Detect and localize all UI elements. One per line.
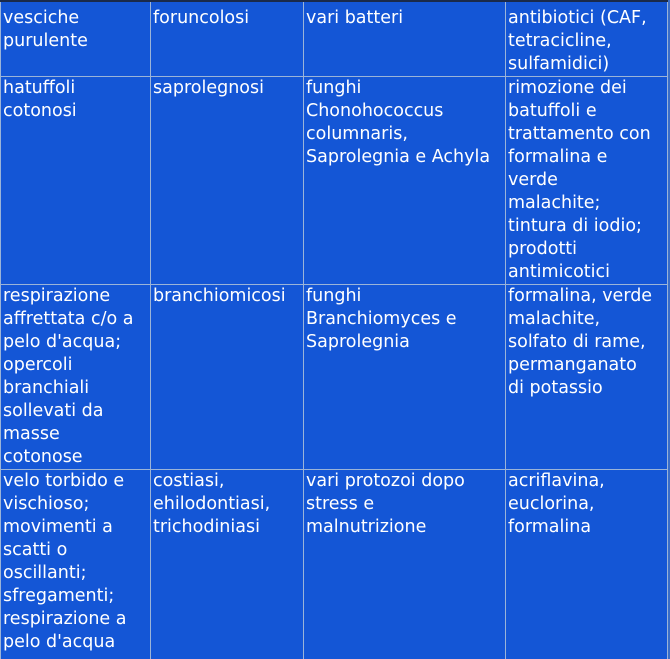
symptoms-cell: vesciche purulente xyxy=(1,1,151,77)
table-row xyxy=(1,77,668,285)
treatment-cell: acriflavina, euclorina, formalina xyxy=(506,470,668,659)
cause-cell: vari protozoi dopo stress e malnutrizione xyxy=(304,470,506,659)
treatment-cell: rimozione dei batuffoli e trattamento con formalina e verde malachite; tintura di iodio; prodotti antimicotici xyxy=(506,77,668,285)
treatment-cell: formalina, verde malachite, solfato di rame, permanganato di potassio xyxy=(506,285,668,470)
table-row xyxy=(1,470,668,659)
disease-cell: saprolegnosi xyxy=(151,77,304,285)
symptoms-cell: velo torbido e vischioso; movimenti a scatti o oscillanti; sfregamenti; respirazione a pelo d'acqua xyxy=(1,470,151,659)
disease-cell: foruncolosi xyxy=(151,1,304,77)
cause-cell: funghi Chonohococcus columnaris, Saprolegnia e Achyla xyxy=(304,77,506,285)
cause-cell: vari batteri xyxy=(304,1,506,77)
symptoms-cell: hatuffoli cotonosi xyxy=(1,77,151,285)
treatment-cell: antibiotici (CAF, tetracicline, sulfamidici) xyxy=(506,1,668,77)
table-row xyxy=(1,1,668,77)
disease-cell: branchiomicosi xyxy=(151,285,304,470)
cause-cell: funghi Branchiomyces e Saprolegnia xyxy=(304,285,506,470)
disease-cell: costiasi, ehilodontiasi, trichodiniasi xyxy=(151,470,304,659)
table-row xyxy=(1,285,668,470)
symptoms-cell: respirazione affrettata c/o a pelo d'acqua; opercoli branchiali sollevati da masse cotonose xyxy=(1,285,151,470)
